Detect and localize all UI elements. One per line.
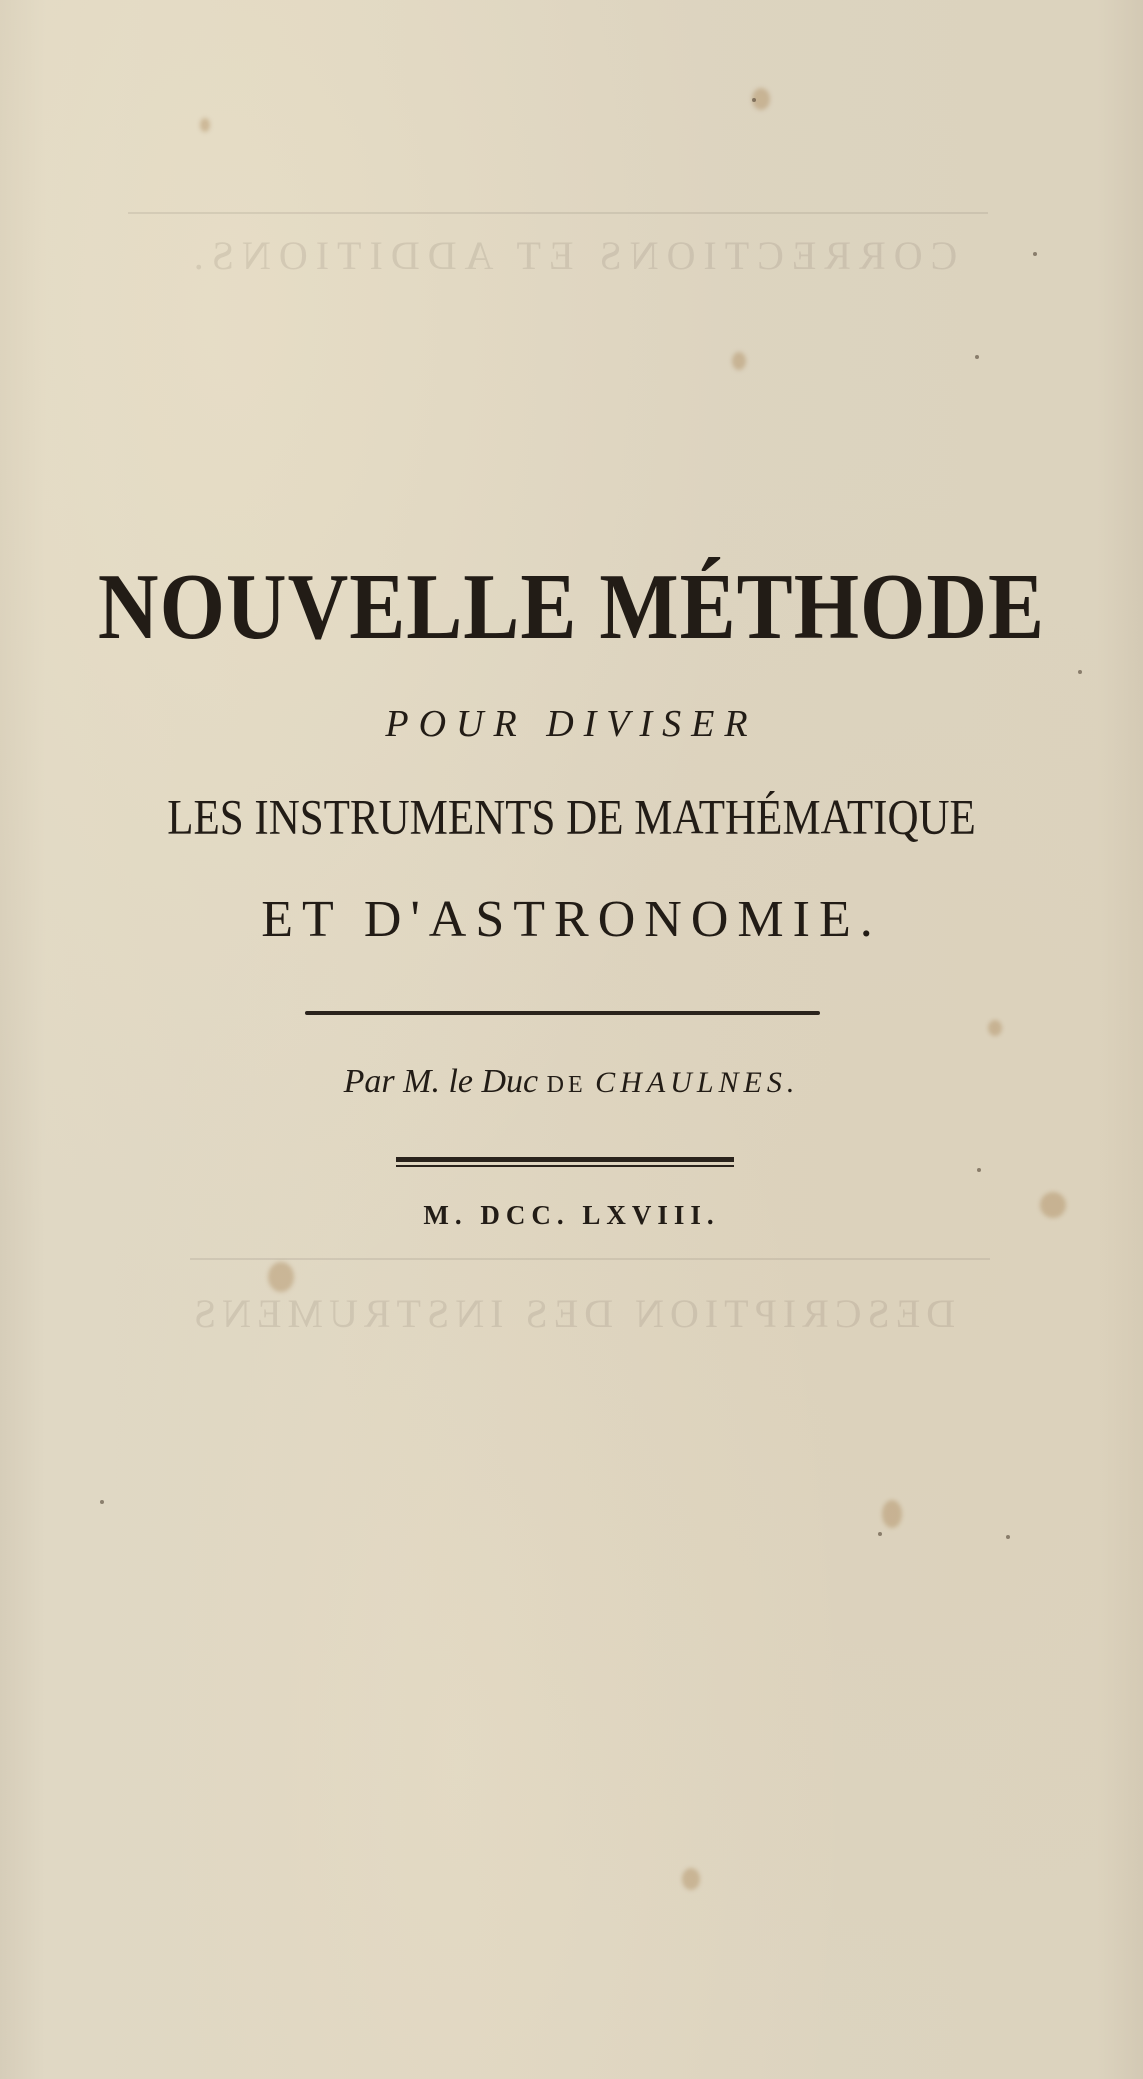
divider-rule [305,1011,820,1015]
title-subtitle: POUR DIVISER [385,703,758,745]
author-prefix: Par M. le Duc [343,1063,539,1100]
stain [882,1500,902,1528]
stain [200,118,210,132]
speck [975,355,979,359]
author-particle: DE [546,1072,587,1098]
stain [268,1262,294,1292]
stain [682,1868,700,1890]
speck [752,98,756,102]
stain [988,1020,1002,1036]
speck [878,1532,882,1536]
author-line [0,1063,1143,1101]
show-through-rule [128,212,988,214]
title-line-instruments: LES INSTRUMENTS DE MATHÉMATIQUE [167,791,976,846]
speck [100,1500,104,1504]
stain [732,352,746,370]
show-through-heading: DESCRIPTION DES INSTRUMENS [187,1291,956,1336]
title-line-astronomy: ET D'ASTRONOMIE. [261,891,882,948]
title-main: NOUVELLE MÉTHODE [97,555,1046,660]
double-divider-rule [396,1157,734,1167]
speck [1006,1535,1010,1539]
publication-date: M. DCC. LXVIII. [423,1200,720,1230]
show-through-rule [190,1258,990,1260]
show-through-heading: CORRECTIONS ET ADDITIONS. [185,233,958,278]
speck [1078,670,1082,674]
speck [977,1168,981,1172]
author-name: CHAULNES. [595,1066,800,1099]
